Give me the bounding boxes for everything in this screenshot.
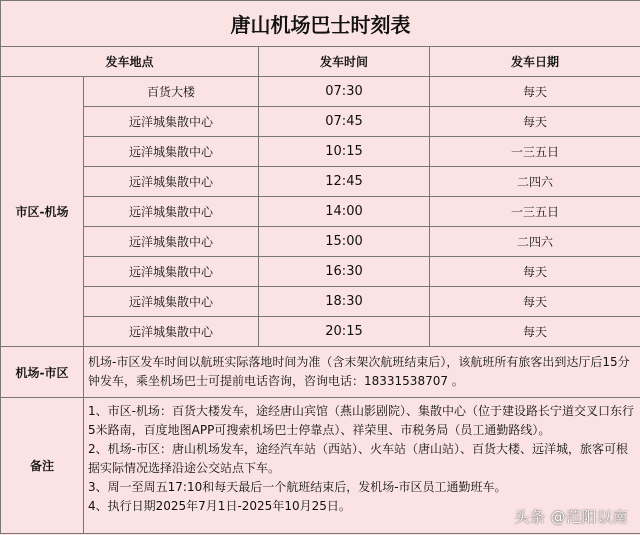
departure-days: 每天 (430, 317, 640, 347)
section-remarks: 备注 (1, 398, 84, 534)
departure-days: 一三五日 (430, 197, 640, 227)
section-city-to-airport: 市区-机场 (1, 77, 84, 347)
departure-time: 07:30 (259, 77, 430, 107)
remark-item: 1、市区-机场：百货大楼发车，途经唐山宾馆（燕山影剧院）、集散中心（位于建设路长宁道交叉口东行5米路南，百度地图APP可搜索机场巴士停靠点）、祥荣里、市税务局（员工通勤路线）。 (88, 404, 634, 437)
departure-time: 15:00 (259, 227, 430, 257)
timetable-row (1, 197, 640, 227)
departure-location: 远洋城集散中心 (84, 137, 259, 167)
departure-time: 14:00 (259, 197, 430, 227)
departure-location: 远洋城集散中心 (84, 317, 259, 347)
departure-time: 18:30 (259, 287, 430, 317)
departure-location: 远洋城集散中心 (84, 107, 259, 137)
remark-item: 4、执行日期2025年7月1日-2025年10月25日。 (88, 499, 351, 513)
section-airport-to-city: 机场-市区 (1, 347, 84, 398)
departure-location: 远洋城集散中心 (84, 197, 259, 227)
timetable-row (1, 317, 640, 347)
airport-to-city-note: 机场-市区发车时间以航班实际落地时间为准（含末架次航班结束后），该航班所有旅客出到达厅后15分钟发车，乘坐机场巴士可提前电话咨询，咨询电话：18331538707 。 (84, 347, 640, 398)
departure-location: 远洋城集散中心 (84, 227, 259, 257)
airport-to-city-row (1, 347, 640, 398)
departure-time: 07:45 (259, 107, 430, 137)
timetable-row (1, 287, 640, 317)
departure-days: 一三五日 (430, 137, 640, 167)
timetable-row (1, 77, 640, 107)
page-title: 唐山机场巴士时刻表 (1, 1, 640, 47)
remark-item: 2、机场-市区：唐山机场发车，途经汽车站（西站）、火车站（唐山站）、百货大楼、远洋城，旅客可根据实际情况选择沿途公交站点下车。 (88, 442, 628, 475)
departure-days: 每天 (430, 107, 640, 137)
header-time: 发车时间 (259, 47, 430, 77)
departure-location: 百货大楼 (84, 77, 259, 107)
departure-days: 每天 (430, 287, 640, 317)
departure-time: 12:45 (259, 167, 430, 197)
departure-days: 每天 (430, 77, 640, 107)
watermark: 头条 @范阳以南 (514, 508, 628, 526)
departure-days: 二四六 (430, 227, 640, 257)
header-date: 发车日期 (430, 47, 640, 77)
departure-location: 远洋城集散中心 (84, 167, 259, 197)
remark-item: 3、周一至周五17:10和每天最后一个航班结束后，发机场-市区员工通勤班车。 (88, 480, 507, 494)
timetable-row (1, 167, 640, 197)
timetable-row (1, 227, 640, 257)
departure-time: 16:30 (259, 257, 430, 287)
departure-location: 远洋城集散中心 (84, 287, 259, 317)
timetable-row (1, 107, 640, 137)
timetable-row (1, 137, 640, 167)
departure-days: 每天 (430, 257, 640, 287)
departure-location: 远洋城集散中心 (84, 257, 259, 287)
departure-days: 二四六 (430, 167, 640, 197)
departure-time: 20:15 (259, 317, 430, 347)
header-location: 发车地点 (1, 47, 259, 77)
departure-time: 10:15 (259, 137, 430, 167)
timetable-row (1, 257, 640, 287)
